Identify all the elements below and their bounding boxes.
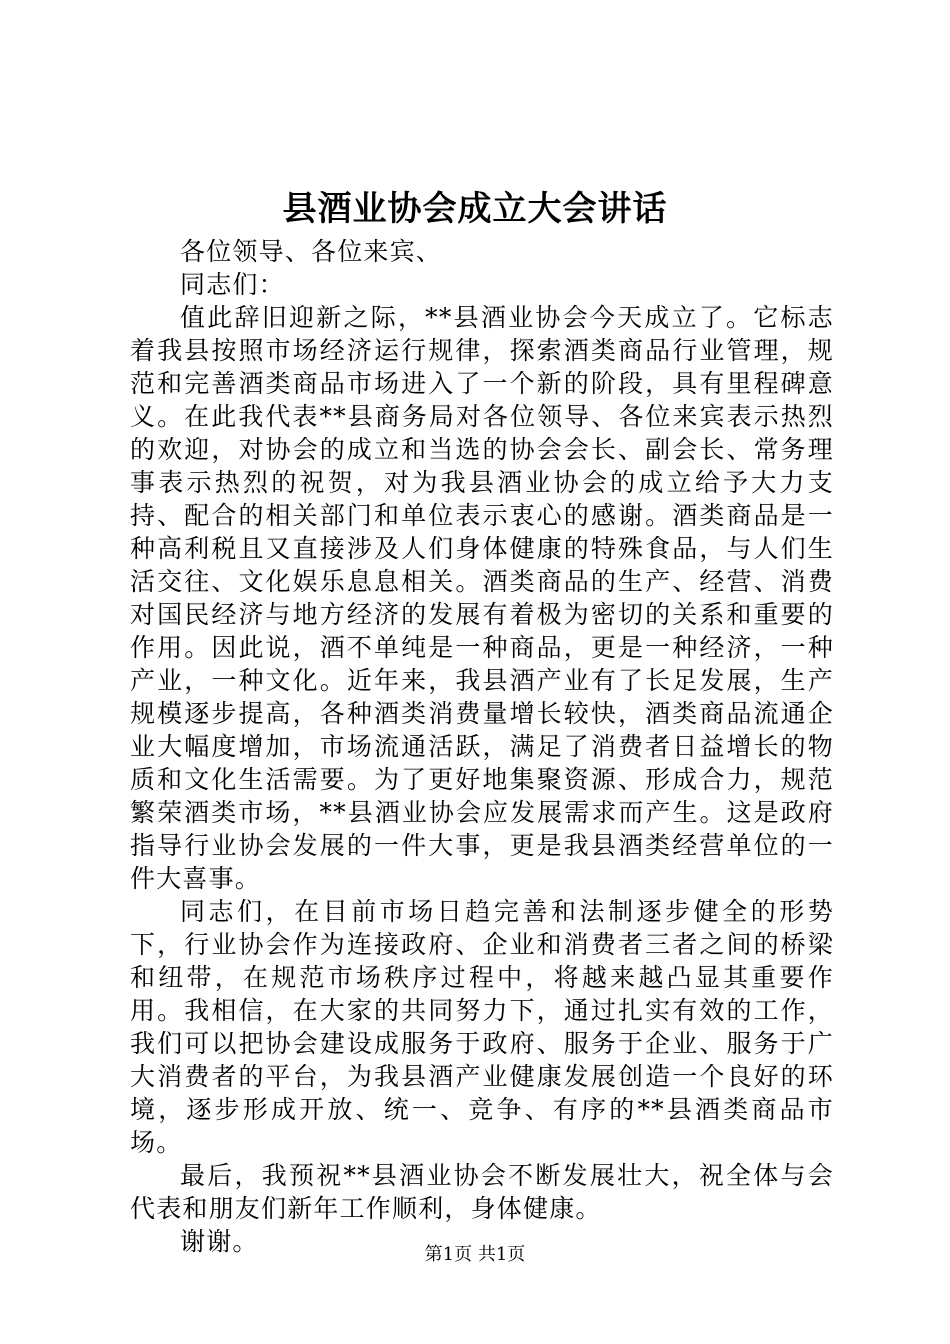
salutation-line-1: 各位领导、各位来宾、	[180, 237, 443, 266]
closing-line: 谢谢。	[180, 1227, 259, 1256]
paragraph-1: 值此辞旧迎新之际，**县酒业协会今天成立了。它标志着我县按照市场经济运行规律，探索酒类商品行业管理，规范和完善酒类商品市场进入了一个新的阶段，具有里程碑意义。在此我代表**县商务局对各位领导、各位来宾表示热烈的欢迎，对协会的成立和当选的协会会长、副会长、常务理事表示热烈的祝贺，对为我县酒业协会的成立给予大力支持、配合的相关部门和单位表示衷心的感谢。酒类商品是一种高利税且又直接涉及人们身体健康的特殊食品，与人们生活交往、文化娱乐息息相关。酒类商品的生产、经营、消费对国民经济与地方经济的发展有着极为密切的关系和重要的作用。因此说，酒不单纯是一种商品，更是一种经济，一种产业，一种文化。近年来，我县酒产业有了长足发展，生产规模逐步提高，各种酒类消费量增长较快，酒类商品流通企业大幅度增加，市场流通活跃，满足了消费者日益增长的物质和文化生活需要。为了更好地集聚资源、形成合力，规范繁荣酒类市场，**县酒业协会应发展需求而产生。这是政府指导行业协会发展的一件大事，更是我县酒类经营单位的一件大喜事。	[130, 303, 834, 893]
salutation-line-2: 同志们：	[180, 270, 285, 299]
document-body	[130, 235, 834, 1258]
paragraph-2: 同志们，在目前市场日趋完善和法制逐步健全的形势下，行业协会作为连接政府、企业和消费者三者之间的桥梁和纽带，在规范市场秩序过程中，将越来越凸显其重要作用。我相信，在大家的共同努力下，通过扎实有效的工作，我们可以把协会建设成服务于政府、服务于企业、服务于广大消费者的平台，为我县酒产业健康发展创造一个良好的环境，逐步形成开放、统一、竞争、有序的**县酒类商品市场。	[130, 897, 834, 1157]
document-title: 县酒业协会成立大会讲话	[282, 189, 668, 229]
page-footer: 第1页 共1页	[424, 1244, 526, 1265]
paragraph-3: 最后，我预祝**县酒业协会不断发展壮大，祝全体与会代表和朋友们新年工作顺利，身体健康。	[130, 1161, 834, 1223]
